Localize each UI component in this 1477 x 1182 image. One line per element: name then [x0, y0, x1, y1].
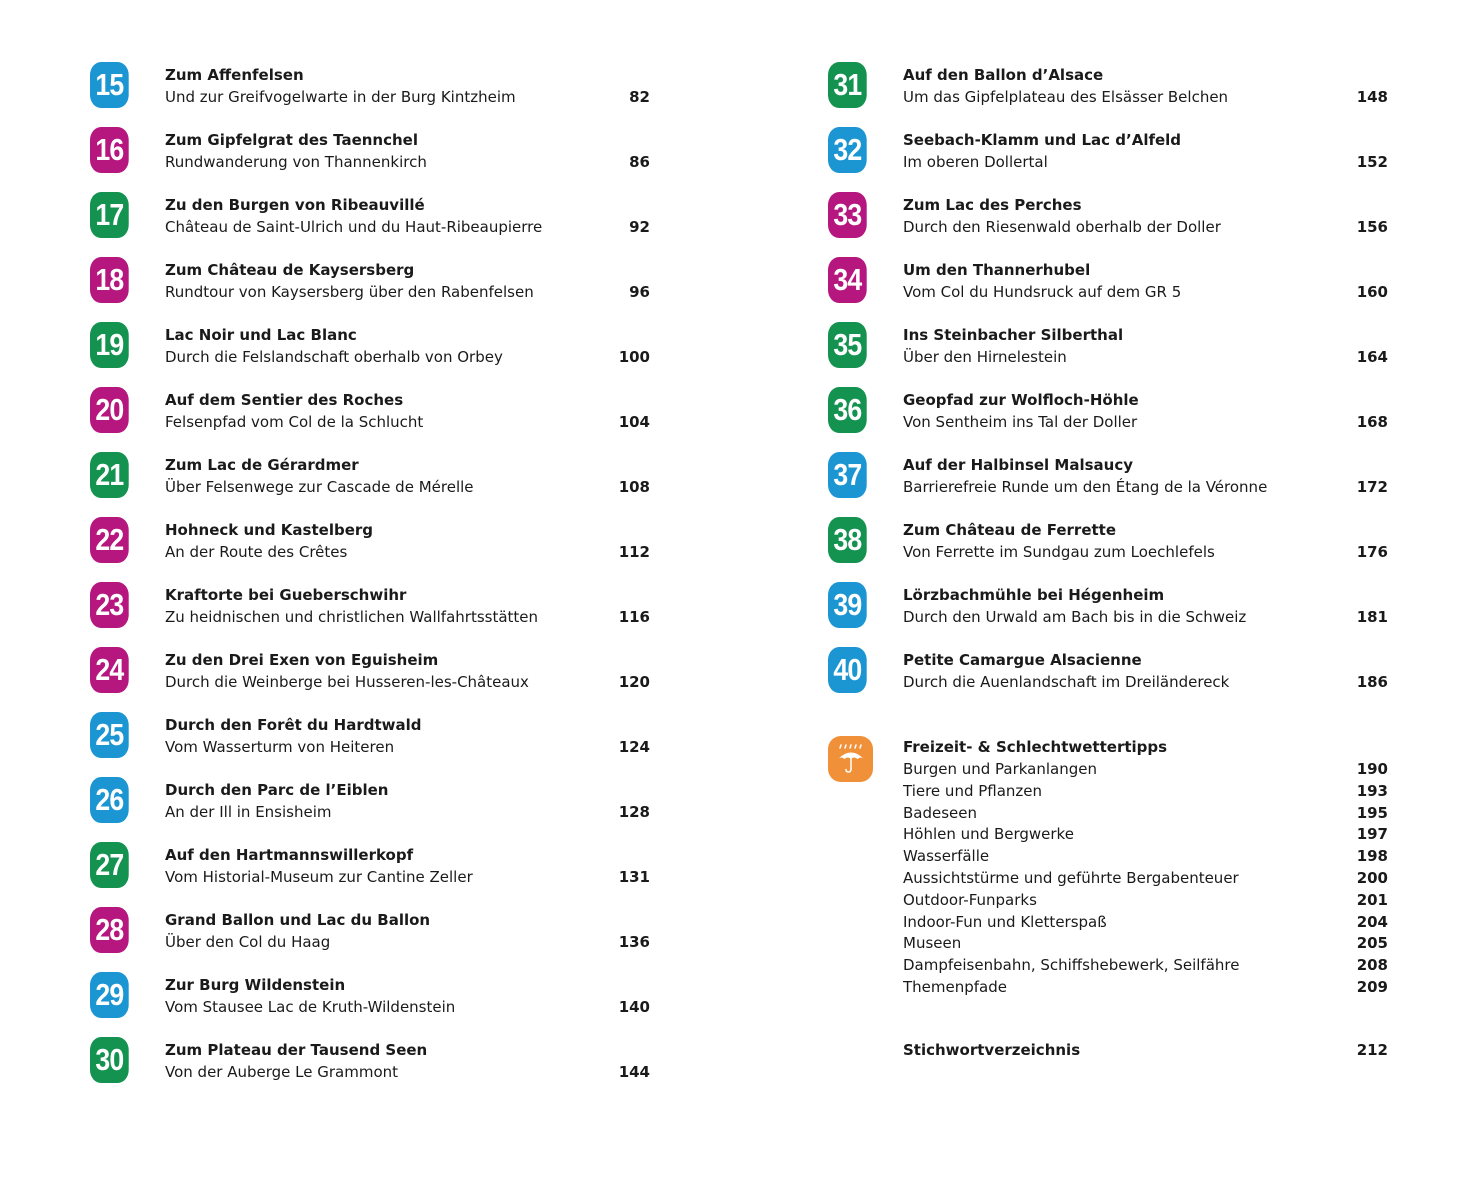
tips-item-label: Höhlen und Bergwerke	[903, 825, 1074, 844]
tour-title: Geopfad zur Wolfloch-Höhle	[903, 391, 1139, 409]
tips-item-label: Tiere und Pflanzen	[903, 781, 1043, 800]
tips-item-page-number: 204	[1356, 912, 1388, 931]
tour-page-number: 131	[618, 868, 650, 886]
tour-title: Zum Lac des Perches	[903, 196, 1082, 214]
tour-title: Zum Lac de Gérardmer	[165, 456, 359, 474]
tour-page-number: 92	[629, 218, 650, 236]
tour-number-badge: 22	[90, 517, 129, 563]
toc-entry-21[interactable]	[90, 452, 650, 517]
tour-title: Durch den Parc de l’Eiblen	[165, 781, 389, 799]
tour-title: Kraftorte bei Gueberschwihr	[165, 586, 407, 604]
tour-title: Seebach-Klamm und Lac d’Alfeld	[903, 131, 1182, 149]
tour-number-badge: 36	[828, 387, 867, 433]
tips-item-page-number: 190	[1356, 760, 1388, 778]
tour-subtitle: Über Felsenwege zur Cascade de Mérelle	[165, 478, 474, 496]
tour-page-number: 112	[618, 543, 650, 561]
tour-subtitle: Barrierefreie Runde um den Étang de la Véronne	[903, 478, 1268, 496]
toc-entry-31[interactable]	[828, 62, 1388, 127]
tour-page-number: 120	[618, 673, 650, 691]
toc-right-column	[828, 62, 1388, 1059]
tour-title: Zu den Drei Exen von Eguisheim	[165, 651, 439, 669]
tour-subtitle: Von Sentheim ins Tal der Doller	[903, 413, 1138, 431]
tips-item-page-number: 200	[1356, 868, 1388, 887]
tips-item-page-number: 201	[1356, 890, 1388, 909]
tips-item-label: Wasserfälle	[903, 847, 990, 866]
tour-subtitle: An der Route des Crêtes	[165, 543, 348, 561]
toc-entry-24[interactable]	[90, 647, 650, 712]
toc-entry-36[interactable]	[828, 387, 1388, 452]
tips-item[interactable]	[903, 823, 1388, 845]
tour-page-number: 136	[618, 933, 650, 951]
tour-number-badge: 18	[90, 257, 129, 303]
tour-number-badge: 29	[90, 972, 129, 1018]
toc-entry-39[interactable]	[828, 582, 1388, 647]
tour-title: Zur Burg Wildenstein	[165, 976, 346, 994]
tour-title: Auf den Ballon d’Alsace	[903, 66, 1104, 84]
tour-page-number: 176	[1356, 543, 1388, 561]
tour-number-badge: 17	[90, 192, 129, 238]
tour-title: Um den Thannerhubel	[903, 261, 1091, 279]
toc-entry-37[interactable]	[828, 452, 1388, 517]
tour-subtitle: Durch die Felslandschaft oberhalb von Orbey	[165, 348, 503, 366]
toc-entry-27[interactable]	[90, 842, 650, 907]
toc-entry-16[interactable]	[90, 127, 650, 192]
toc-entry-30[interactable]	[90, 1037, 650, 1102]
tour-page-number: 160	[1356, 283, 1388, 301]
tour-subtitle: Château de Saint-Ulrich und du Haut-Ribeaupierre	[165, 218, 543, 236]
tour-number-badge: 15	[90, 62, 129, 108]
tour-title: Petite Camargue Alsacienne	[903, 651, 1142, 669]
toc-entry-22[interactable]	[90, 517, 650, 582]
tour-title: Grand Ballon und Lac du Ballon	[165, 911, 431, 929]
toc-left-column	[90, 62, 650, 1102]
tour-page-number: 168	[1356, 413, 1388, 431]
tips-item[interactable]	[903, 911, 1388, 933]
tour-subtitle: Vom Stausee Lac de Kruth-Wildenstein	[165, 998, 456, 1016]
tour-page-number: 186	[1356, 673, 1388, 691]
tour-number-badge: 24	[90, 647, 129, 693]
tour-number-badge: 19	[90, 322, 129, 368]
tour-title: Zum Château de Kaysersberg	[165, 261, 415, 279]
tour-title: Durch den Forêt du Hardtwald	[165, 716, 422, 734]
tips-item[interactable]	[903, 867, 1388, 889]
tour-page-number: 156	[1356, 218, 1388, 236]
toc-entry-20[interactable]	[90, 387, 650, 452]
tour-page-number: 104	[618, 413, 650, 431]
tour-subtitle: Durch den Urwald am Bach bis in die Schweiz	[903, 608, 1247, 626]
tour-subtitle: Im oberen Dollertal	[903, 153, 1048, 171]
tour-subtitle: Und zur Greifvogelwarte in der Burg Kintzheim	[165, 88, 516, 106]
tour-title: Auf der Halbinsel Malsaucy	[903, 456, 1133, 474]
tour-page-number: 148	[1356, 88, 1388, 106]
tour-page-number: 108	[618, 478, 650, 496]
toc-entry-19[interactable]	[90, 322, 650, 387]
toc-entry-28[interactable]	[90, 907, 650, 972]
toc-entry-35[interactable]	[828, 322, 1388, 387]
tour-subtitle: Über den Hirnelestein	[903, 348, 1067, 366]
tour-page-number: 128	[618, 803, 650, 821]
tour-page-number: 140	[618, 998, 650, 1016]
tips-item-label: Museen	[903, 934, 962, 953]
tour-subtitle: Zu heidnischen und christlichen Wallfahrtsstätten	[165, 608, 539, 626]
tips-item[interactable]	[903, 802, 1388, 824]
tour-title: Zum Château de Ferrette	[903, 521, 1117, 539]
tour-subtitle: Vom Historial-Museum zur Cantine Zeller	[165, 868, 473, 886]
tips-item-page-number: 198	[1356, 847, 1388, 866]
tour-title: Zum Plateau der Tausend Seen	[165, 1041, 428, 1059]
toc-entry-25[interactable]	[90, 712, 650, 777]
tour-number-badge: 25	[90, 712, 129, 758]
tour-title: Zum Affenfelsen	[165, 66, 304, 84]
tour-number-badge: 21	[90, 452, 129, 498]
tour-page-number: 116	[618, 608, 650, 626]
toc-entry-18[interactable]	[90, 257, 650, 322]
tour-title: Lac Noir und Lac Blanc	[165, 326, 357, 344]
tour-title: Zu den Burgen von Ribeauvillé	[165, 196, 425, 214]
tour-subtitle: Rundwanderung von Thannenkirch	[165, 153, 427, 171]
tour-number-badge: 23	[90, 582, 129, 628]
toc-entry-32[interactable]	[828, 127, 1388, 192]
tour-subtitle: Rundtour von Kaysersberg über den Rabenfelsen	[165, 283, 534, 301]
tour-subtitle: Um das Gipfelplateau des Elsässer Belchen	[903, 88, 1229, 106]
toc-entry-26[interactable]	[90, 777, 650, 842]
umbrella-rain-svg	[835, 743, 867, 775]
tour-number-badge: 30	[90, 1037, 129, 1083]
tips-item-label: Dampfeisenbahn, Schiffshebewerk, Seilfähre	[903, 956, 1240, 975]
tips-item[interactable]	[903, 954, 1388, 976]
tour-number-badge: 37	[828, 452, 867, 498]
tour-title: Zum Gipfelgrat des Taennchel	[165, 131, 418, 149]
tour-subtitle: Durch die Auenlandschaft im Dreiländereck	[903, 673, 1230, 691]
tour-page-number: 82	[629, 88, 650, 106]
tour-page-number: 152	[1356, 153, 1388, 171]
tips-item[interactable]	[903, 780, 1388, 802]
tour-page-number: 124	[618, 738, 650, 756]
tips-item-label: Badeseen	[903, 803, 978, 822]
toc-entry-29[interactable]	[90, 972, 650, 1037]
tour-subtitle: An der Ill in Ensisheim	[165, 803, 332, 821]
tour-subtitle: Vom Wasserturm von Heiteren	[165, 738, 395, 756]
tips-item-page-number: 197	[1356, 825, 1388, 844]
tips-item[interactable]	[903, 976, 1388, 998]
tour-subtitle: Felsenpfad vom Col de la Schlucht	[165, 413, 424, 431]
tour-subtitle: Vom Col du Hundsruck auf dem GR 5	[903, 283, 1182, 301]
toc-entry-23[interactable]	[90, 582, 650, 647]
tips-item-label: Themenpfade	[903, 977, 1007, 996]
umbrella-rain-icon	[828, 736, 873, 782]
tour-page-number: 144	[618, 1063, 650, 1081]
tips-item-label: Aussichtstürme und geführte Bergabenteuer	[903, 868, 1239, 887]
tips-item-page-number: 193	[1356, 781, 1388, 800]
tour-subtitle: Durch den Riesenwald oberhalb der Doller	[903, 218, 1221, 236]
tour-number-badge: 40	[828, 647, 867, 693]
toc-entry-34[interactable]	[828, 257, 1388, 322]
tour-number-badge: 31	[828, 62, 867, 108]
tips-item-page-number: 208	[1356, 956, 1388, 975]
tips-item[interactable]	[903, 889, 1388, 911]
tour-subtitle: Von Ferrette im Sundgau zum Loechlefels	[903, 543, 1215, 561]
tour-title: Lörzbachmühle bei Hégenheim	[903, 586, 1165, 604]
toc-right-entries	[828, 62, 1388, 712]
tour-number-badge: 32	[828, 127, 867, 173]
index-entry[interactable]	[828, 1039, 1388, 1063]
tour-subtitle: Von der Auberge Le Grammont	[165, 1063, 399, 1081]
tour-title: Auf den Hartmannswillerkopf	[165, 846, 414, 864]
tips-item-page-number: 205	[1356, 934, 1388, 953]
toc-entry-15[interactable]	[90, 62, 650, 127]
tour-page-number: 86	[629, 153, 650, 171]
tips-item[interactable]	[903, 845, 1388, 867]
toc-entry-33[interactable]	[828, 192, 1388, 257]
tips-item-label: Indoor-Fun und Kletterspaß	[903, 912, 1107, 931]
tour-title: Ins Steinbacher Silberthal	[903, 326, 1124, 344]
tips-item-page-number: 195	[1356, 803, 1388, 822]
tour-number-badge: 39	[828, 582, 867, 628]
tour-number-badge: 28	[90, 907, 129, 953]
index-page-number: 212	[1356, 1041, 1388, 1059]
tour-number-badge: 33	[828, 192, 867, 238]
tour-subtitle: Durch die Weinberge bei Husseren-les-Châteaux	[165, 673, 529, 691]
tips-item[interactable]	[903, 932, 1388, 954]
tips-item-page-number: 209	[1356, 977, 1388, 996]
tour-title: Auf dem Sentier des Roches	[165, 391, 404, 409]
tour-number-badge: 34	[828, 257, 867, 303]
tour-number-badge: 20	[90, 387, 129, 433]
tour-number-badge: 35	[828, 322, 867, 368]
tips-item-label: Burgen und Parkanlangen	[903, 760, 1098, 778]
toc-entry-38[interactable]	[828, 517, 1388, 582]
tour-number-badge: 26	[90, 777, 129, 823]
toc-entry-17[interactable]	[90, 192, 650, 257]
tips-title: Freizeit- & Schlechtwettertipps	[903, 738, 1168, 756]
tour-subtitle: Über den Col du Haag	[165, 933, 331, 951]
tour-number-badge: 27	[90, 842, 129, 888]
tour-title: Hohneck und Kastelberg	[165, 521, 374, 539]
tour-number-badge: 38	[828, 517, 867, 563]
toc-entry-40[interactable]	[828, 647, 1388, 712]
tour-page-number: 96	[629, 283, 650, 301]
tour-number-badge: 16	[90, 127, 129, 173]
tour-page-number: 164	[1356, 348, 1388, 366]
tour-page-number: 172	[1356, 478, 1388, 496]
tour-page-number: 181	[1356, 608, 1388, 626]
index-title: Stichwortverzeichnis	[903, 1041, 1081, 1059]
tour-page-number: 100	[618, 348, 650, 366]
tips-list	[903, 758, 1388, 998]
tips-item-label: Outdoor-Funparks	[903, 890, 1037, 909]
tips-item[interactable]	[903, 758, 1388, 780]
